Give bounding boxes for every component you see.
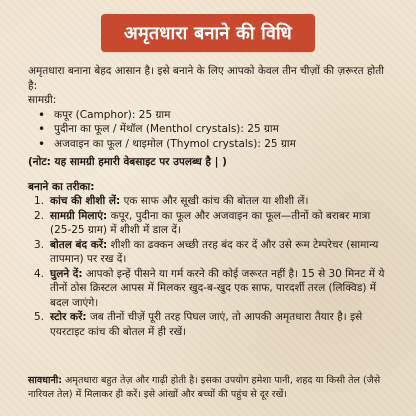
step-title: घुलने दें: [50,267,83,280]
method-heading: बनाने का तरीका: [28,180,95,193]
step-text: कपूर, पुदीना का फूल और अजवाइन का फूल—तीनों को बराबर मात्रा (25-25 ग्राम) में शीशी में डाल दें। [50,209,371,236]
caution-label: सावधानी: [28,374,62,386]
step-title: स्टोर करें: [50,311,87,323]
method-step [28,194,393,209]
step-title: सामग्री मिलाएं: [50,209,108,222]
step-number: 4. [34,267,45,280]
ingredients-list [28,108,393,152]
availability-note: (नोट: यह सामग्री हमारी वेबसाइट पर उपलब्ध है | ) [28,156,227,168]
page-title: अमृतधारा बनाने की विधि [124,23,292,44]
method-steps-list [28,194,393,339]
intro-text: अमृतधारा बनाना बेहद आसान है। इसे बनाने के लिए आपको केवल तीन चीज़ों की ज़रूरत होती है: [28,65,384,92]
step-text: आपको इन्हें पीसने या गर्म करने की कोई जरूरत नहीं है। 15 से 30 मिनट में ये तीनों ठोस क्रिस्टल आपस में मिलकर खुद-ब-खुद एक साफ, पारदर्शी तरल (लिक्विड) में बदल जाएंगे। [50,267,385,309]
step-number: 2. [34,209,45,222]
ingredients-heading: सामग्री: [28,94,57,106]
step-title: बोतल बंद करें: [50,238,108,251]
step-text: एक साफ और सूखी कांच की बोतल या शीशी लें। [120,195,309,207]
method-step [28,267,393,311]
step-number: 3. [34,238,45,251]
step-text: जब तीनों चीज़ें पूरी तरह पिघल जाएं, तो आपकी अमृतधारा तैयार है। इसे एयरटाइट कांच की बोतल में ही रखें। [50,311,363,338]
step-title: कांच की शीशी लें: [50,195,121,207]
step-number: 1. [34,195,45,207]
caution-note [28,374,398,402]
recipe-content [28,64,393,339]
title-banner [101,14,315,52]
step-number: 5. [34,311,45,323]
method-step [28,238,393,267]
caution-text: अमृतधारा बहुत तेज़ और गाढ़ी होती है। इसका उपयोग हमेशा पानी, शहद या किसी तेल (जैसे नारियल तेल) में मिलाकर ही करें। इसे आंखों और बच्चों की पहुंच से दूर रखें। [28,374,381,400]
ingredient-item: • कपूर (Camphor): 25 ग्राम [28,108,393,123]
method-step [28,209,393,238]
step-text: शीशी का ढक्कन अच्छी तरह बंद कर दें और उसे रूम टेम्परेचर (सामान्य तापमान) पर रख दें। [50,238,379,265]
method-step [28,310,393,339]
ingredient-item: • पुदीना का फूल / मेंथॉल (Menthol crystals): 25 ग्राम [28,122,393,137]
ingredient-item: • अजवाइन का फूल / थाइमोल (Thymol crystals): 25 ग्राम [28,137,393,152]
